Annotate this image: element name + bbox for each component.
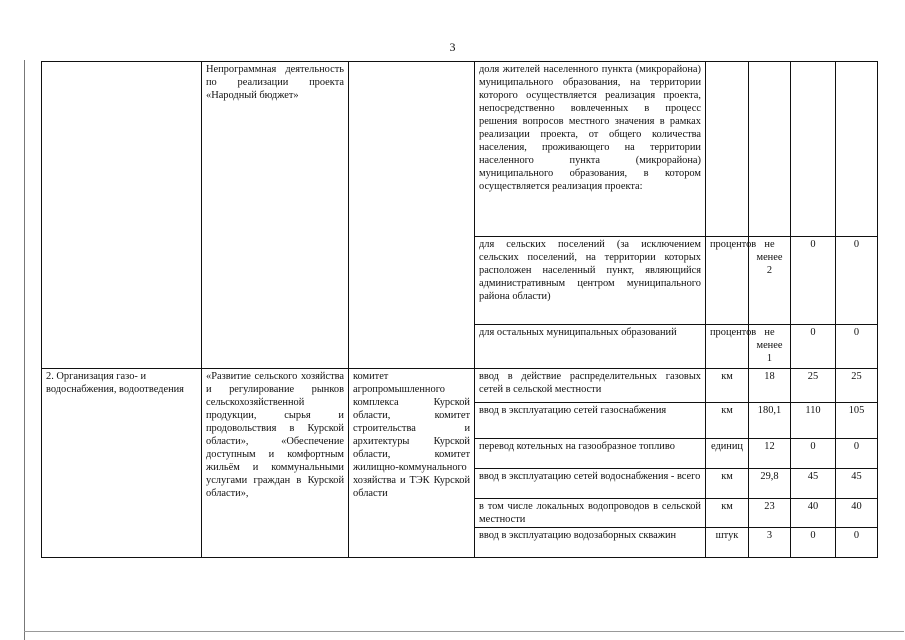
- cell-indicator: ввод в эксплуатацию сетей водоснабжения - всего: [475, 469, 706, 499]
- cell-value: 0: [836, 325, 878, 369]
- cell-value: 180,1: [749, 403, 791, 439]
- cell-value: 45: [791, 469, 836, 499]
- cell-value: 0: [791, 237, 836, 325]
- table-row: [42, 369, 878, 403]
- cell-executor: [349, 62, 475, 369]
- cell-value: 0: [836, 528, 878, 558]
- cell-unit: км: [706, 499, 749, 528]
- cell-indicator: доля жителей населенного пункта (микрорайона) муниципального образования, на территории которого осуществляется реализация проекта, непосредственно вовлеченных в процесс решения вопросов местного значения в рамках реализации проекта, от общего количества населения, проживающего на территории населенного пункта (микрорайона) муниципального образования, в котором осуществляется реализация проекта:: [475, 62, 706, 237]
- cell-value: 25: [791, 369, 836, 403]
- cell-indicator: ввод в эксплуатацию водозаборных скважин: [475, 528, 706, 558]
- cell-value: 12: [749, 439, 791, 469]
- cell-indicator: для остальных муниципальных образований: [475, 325, 706, 369]
- cell-value: не менее 2: [749, 237, 791, 325]
- scan-bottom-edge: [24, 631, 904, 632]
- cell-value: [791, 62, 836, 237]
- cell-indicator: для сельских поселений (за исключением сельских поселений, на территории которых расположен населенный пункт, являющийся административным центром муниципального района области): [475, 237, 706, 325]
- cell-value: [836, 62, 878, 237]
- cell-indicator: ввод в эксплуатацию сетей газоснабжения: [475, 403, 706, 439]
- cell-executor: комитет агропромышленного комплекса Курской области, комитет строительства и архитектуры Курской области, комитет жилищно-коммунального хозяйства и ТЭК Курской области: [349, 369, 475, 558]
- cell-value: 0: [791, 528, 836, 558]
- cell-value: не менее 1: [749, 325, 791, 369]
- page-number: 3: [449, 40, 456, 54]
- cell-value: 23: [749, 499, 791, 528]
- cell-indicator: ввод в действие распределительных газовых сетей в сельской местности: [475, 369, 706, 403]
- cell-unit: км: [706, 403, 749, 439]
- cell-value: 18: [749, 369, 791, 403]
- cell-value: 25: [836, 369, 878, 403]
- cell-value: 40: [791, 499, 836, 528]
- cell-task: [42, 62, 202, 369]
- cell-unit: процентов: [706, 325, 749, 369]
- cell-value: 0: [791, 325, 836, 369]
- cell-unit: км: [706, 369, 749, 403]
- cell-task: 2. Организация газо- и водоснабжения, водоотведения: [42, 369, 202, 558]
- cell-unit: [706, 62, 749, 237]
- cell-value: 0: [836, 439, 878, 469]
- cell-indicator: в том числе локальных водопроводов в сельской местности: [475, 499, 706, 528]
- cell-indicator: перевод котельных на газообразное топливо: [475, 439, 706, 469]
- cell-value: 45: [836, 469, 878, 499]
- cell-value: 105: [836, 403, 878, 439]
- cell-value: 0: [791, 439, 836, 469]
- cell-value: 40: [836, 499, 878, 528]
- program-indicators-table: [41, 61, 878, 558]
- table-row: [42, 62, 878, 237]
- cell-value: 3: [749, 528, 791, 558]
- cell-program: «Развитие сельского хозяйства и регулирование рынков сельскохозяйственной продукции, сырья и продовольствия в Курской области», «Обеспечение доступным и комфортным жильём и коммунальными услугами граждан в Курской области»,: [202, 369, 349, 558]
- cell-unit: км: [706, 469, 749, 499]
- cell-program: Непрограммная деятельность по реализации проекта «Народный бюджет»: [202, 62, 349, 369]
- cell-value: 0: [836, 237, 878, 325]
- cell-unit: процентов: [706, 237, 749, 325]
- cell-value: 110: [791, 403, 836, 439]
- cell-unit: штук: [706, 528, 749, 558]
- cell-unit: единиц: [706, 439, 749, 469]
- cell-value: 29,8: [749, 469, 791, 499]
- cell-value: [749, 62, 791, 237]
- scan-left-edge: [24, 60, 25, 640]
